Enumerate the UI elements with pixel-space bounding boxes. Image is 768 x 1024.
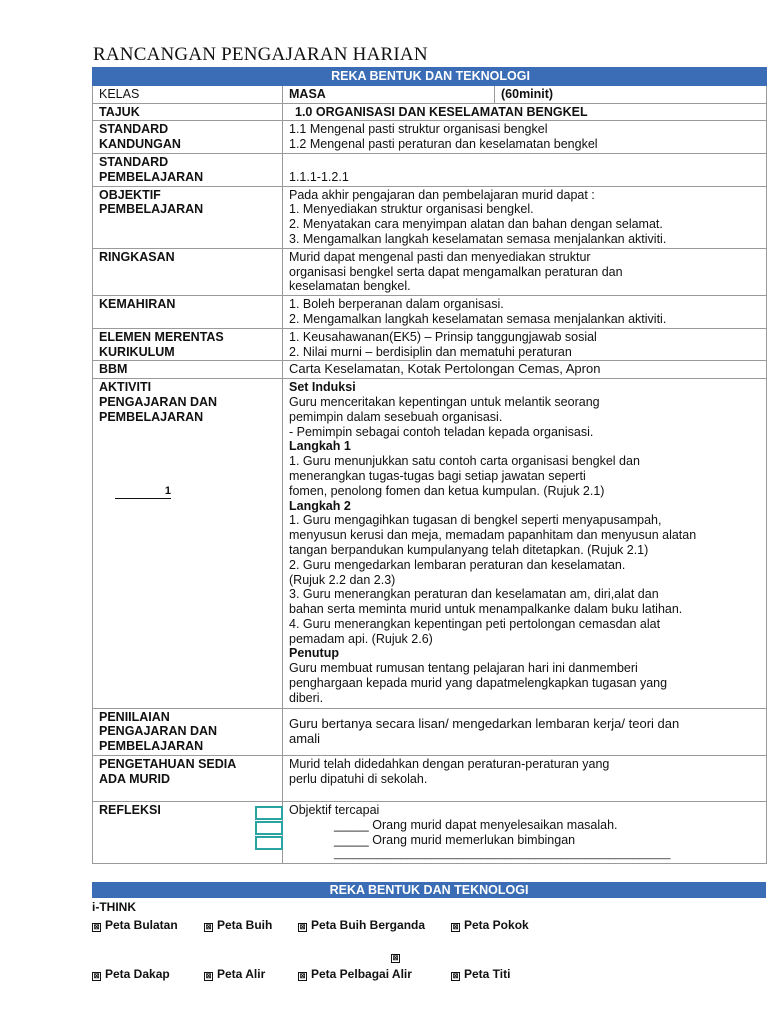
- map-option-peta-buih[interactable]: [204, 918, 272, 932]
- masa-label: MASA: [283, 85, 495, 103]
- tajuk-label: TAJUK: [93, 103, 283, 121]
- map-label: Peta Dakap: [105, 967, 170, 981]
- refleksi-content: [283, 802, 767, 864]
- content-line: 4. Guru menerangkan kepentingan peti pertolongan cemasdan alat: [289, 616, 661, 631]
- content-line: Objektif tercapai: [289, 803, 380, 818]
- map-label: Peta Alir: [217, 967, 266, 981]
- content-line: 1.2 Mengenal pasti peraturan dan keselamatan bengkel: [289, 137, 598, 152]
- content-line: bahan serta meminta murid untuk menampalkanke dalam buku latihan.: [289, 602, 683, 617]
- map-label: Peta Titi: [464, 967, 511, 981]
- refleksi-box[interactable]: [255, 821, 283, 835]
- content-line: 3. Mengamalkan langkah keselamatan semasa menjalankan aktiviti.: [289, 231, 667, 246]
- kelas-row: [93, 85, 767, 103]
- set-induksi-heading: Set Induksi: [289, 380, 356, 395]
- elemen-row: [93, 328, 767, 361]
- aktiviti-row: [93, 379, 767, 709]
- content-line: amali: [289, 730, 321, 746]
- checkbox-icon[interactable]: ⊠: [299, 924, 306, 931]
- content-line: 1. Guru mengagihkan tugasan di bengkel seperti menyapusampah,: [289, 513, 662, 528]
- elemen-content: [283, 328, 767, 361]
- content-line: Pada akhir pengajaran dan pembelajaran murid dapat :: [289, 187, 595, 202]
- content-line: 2. Nilai murni – berdisiplin dan mematuhi peraturan: [289, 344, 572, 359]
- ringkasan-label: RINGKASAN: [93, 248, 283, 295]
- standard-pembelajaran-content: [283, 153, 767, 186]
- checkbox-icon[interactable]: ⊠: [205, 973, 212, 980]
- refleksi-boxes: [255, 806, 283, 851]
- penilaian-content: [283, 708, 767, 755]
- elemen-label: ELEMEN MERENTAS KURIKULUM: [99, 329, 224, 359]
- ringkasan-content: [283, 248, 767, 295]
- content-line: 2. Menyatakan cara menyimpan alatan dan bahan dengan selamat.: [289, 217, 663, 232]
- map-option-peta-alir[interactable]: [204, 967, 265, 981]
- objektif-label: OBJEKTIF PEMBELAJARAN: [99, 187, 204, 217]
- content-line: 1. Keusahawanan(EK5) – Prinsip tanggungjawab sosial: [289, 329, 597, 344]
- content-line: diberi.: [289, 690, 324, 705]
- content-line: menyusun kerusi dan meja, memadam papanhitam dan menyusun alatan: [289, 528, 697, 543]
- content-line: _____ Orang murid dapat menyelesaikan masalah.: [334, 817, 618, 832]
- map-option-peta-titi[interactable]: [451, 967, 510, 981]
- content-line: 1. Guru menunjukkan satu contoh carta organisasi bengkel dan: [289, 454, 640, 469]
- map-label: Peta Buih: [217, 918, 273, 932]
- map-label: Peta Pelbagai Alir: [311, 967, 412, 981]
- checkbox-icon[interactable]: ⊠: [392, 955, 399, 962]
- standard-kandungan-label: STANDARD KANDUNGAN: [99, 122, 181, 152]
- content-line: 1.1.1-1.2.1: [289, 169, 349, 184]
- map-label: Peta Bulatan: [105, 918, 178, 932]
- content-line: fomen, penolong fomen dan ketua kumpulan. (Rujuk 2.1): [289, 483, 605, 498]
- map-option-peta-dakap[interactable]: [92, 967, 170, 981]
- subject-header-row: [93, 68, 767, 86]
- ithink-title: i-THINK: [92, 900, 136, 914]
- content-line: perlu dipatuhi di sekolah.: [289, 771, 428, 786]
- content-line: 1. Menyediakan struktur organisasi bengkel.: [289, 202, 534, 217]
- refleksi-box[interactable]: [255, 836, 283, 850]
- objektif-content: [283, 186, 767, 248]
- map-option-peta-pokok[interactable]: [451, 918, 529, 932]
- kemahiran-content: [283, 296, 767, 329]
- penutup-heading: Penutup: [289, 646, 339, 661]
- pengetahuan-label: PENGETAHUAN SEDIA ADA MURID: [99, 757, 237, 786]
- content-line: 2. Guru mengedarkan lembaran peraturan dan keselamatan.: [289, 557, 626, 572]
- pengetahuan-content: [283, 756, 767, 802]
- content-line: pemadam api. (Rujuk 2.6): [289, 631, 433, 646]
- content-line: tangan berpandukan kumpulanyang telah ditetapkan. (Rujuk 2.1): [289, 542, 649, 557]
- aktiviti-content: [283, 379, 767, 709]
- content-line: Murid dapat mengenal pasti dan menyediakan struktur: [289, 249, 591, 264]
- checkbox-icon[interactable]: ⊠: [93, 924, 100, 931]
- langkah1-heading: Langkah 1: [289, 439, 351, 454]
- checkbox-icon[interactable]: ⊠: [452, 924, 459, 931]
- content-line: 1.1 Mengenal pasti struktur organisasi bengkel: [289, 122, 548, 137]
- content-line: pemimpin dalam sesebuah organisasi.: [289, 409, 503, 424]
- bbm-label: BBM: [93, 361, 283, 379]
- content-line: Guru membuat rumusan tentang pelajaran hari ini danmemberi: [289, 661, 638, 676]
- content-line: _______________________________________________________: [334, 848, 671, 861]
- ringkasan-row: [93, 248, 767, 295]
- checkbox-icon[interactable]: ⊠: [93, 973, 100, 980]
- aktiviti-label: AKTIVITI PENGAJARAN DAN PEMBELAJARAN: [99, 380, 218, 424]
- penilaian-label: PENIILAIAN PENGAJARAN DAN PEMBELAJARAN: [99, 709, 218, 754]
- content-line: Guru menceritakan kepentingan untuk melantik seorang: [289, 394, 600, 409]
- content-line: Guru bertanya secara lisan/ mengedarkan lembaran kerja/ teori dan: [289, 716, 680, 732]
- checkbox-icon[interactable]: ⊠: [452, 973, 459, 980]
- kelas-label: KELAS: [93, 85, 283, 103]
- map-option-peta-pelbagai-alir[interactable]: [298, 967, 412, 981]
- content-line: _____ Orang murid memerlukan bimbingan: [334, 832, 576, 847]
- penilaian-row: [93, 708, 767, 755]
- content-line: menerangkan tugas-tugas bagi setiap jawatan seperti: [289, 468, 586, 483]
- tajuk-row: [93, 103, 767, 121]
- content-line: 1. Boleh berperanan dalam organisasi.: [289, 297, 504, 312]
- standard-kandungan-row: [93, 121, 767, 154]
- content-line: 3. Guru menerangkan peraturan dan keselamatan am, diri,alat dan: [289, 587, 659, 602]
- langkah2-heading: Langkah 2: [289, 498, 351, 513]
- content-line: organisasi bengkel serta dapat mengamalkan peraturan dan: [289, 264, 623, 279]
- lesson-plan-table: [92, 67, 767, 864]
- map-option-extra[interactable]: [391, 949, 404, 963]
- map-label: Peta Buih Berganda: [311, 918, 426, 932]
- refleksi-box[interactable]: [255, 806, 283, 820]
- content-line: keselamatan bengkel.: [289, 279, 411, 294]
- kemahiran-label: KEMAHIRAN: [93, 296, 283, 329]
- checkbox-icon[interactable]: ⊠: [205, 924, 212, 931]
- tajuk-value: 1.0 ORGANISASI DAN KESELAMATAN BENGKEL: [283, 103, 767, 121]
- page-title: RANCANGAN PENGAJARAN HARIAN: [93, 44, 428, 65]
- subject-header: REKA BENTUK DAN TEKNOLOGI: [93, 68, 767, 86]
- map-label: Peta Pokok: [464, 918, 529, 932]
- content-line: 2. Mengamalkan langkah keselamatan semasa menjalankan aktiviti.: [289, 311, 667, 326]
- objektif-row: [93, 186, 767, 248]
- refleksi-row: [93, 802, 767, 864]
- standard-pembelajaran-row: [93, 153, 767, 186]
- content-line: (Rujuk 2.2 dan 2.3): [289, 572, 396, 587]
- standard-pembelajaran-label: STANDARD PEMBELAJARAN: [99, 154, 204, 184]
- ithink-subject-header: REKA BENTUK DAN TEKNOLOGI: [92, 882, 766, 898]
- side-note: 1: [115, 485, 171, 499]
- pengetahuan-row: [93, 756, 767, 802]
- map-option-peta-bulatan[interactable]: [92, 918, 178, 932]
- duration-value: (60minit): [495, 85, 767, 103]
- checkbox-icon[interactable]: ⊠: [299, 973, 306, 980]
- map-option-peta-buih-berganda[interactable]: [298, 918, 425, 932]
- bbm-row: [93, 361, 767, 379]
- bbm-value: Carta Keselamatan, Kotak Pertolongan Cemas, Apron: [283, 361, 767, 379]
- content-line: - Pemimpin sebagai contoh teladan kepada organisasi.: [289, 424, 594, 439]
- content-line: Murid telah didedahkan dengan peraturan-peraturan yang: [289, 757, 610, 772]
- refleksi-label: REFLEKSI: [99, 803, 161, 818]
- content-line: penghargaan kepada murid yang dapatmelengkapkan tugasan yang: [289, 676, 668, 691]
- kemahiran-row: [93, 296, 767, 329]
- standard-kandungan-content: [283, 121, 767, 154]
